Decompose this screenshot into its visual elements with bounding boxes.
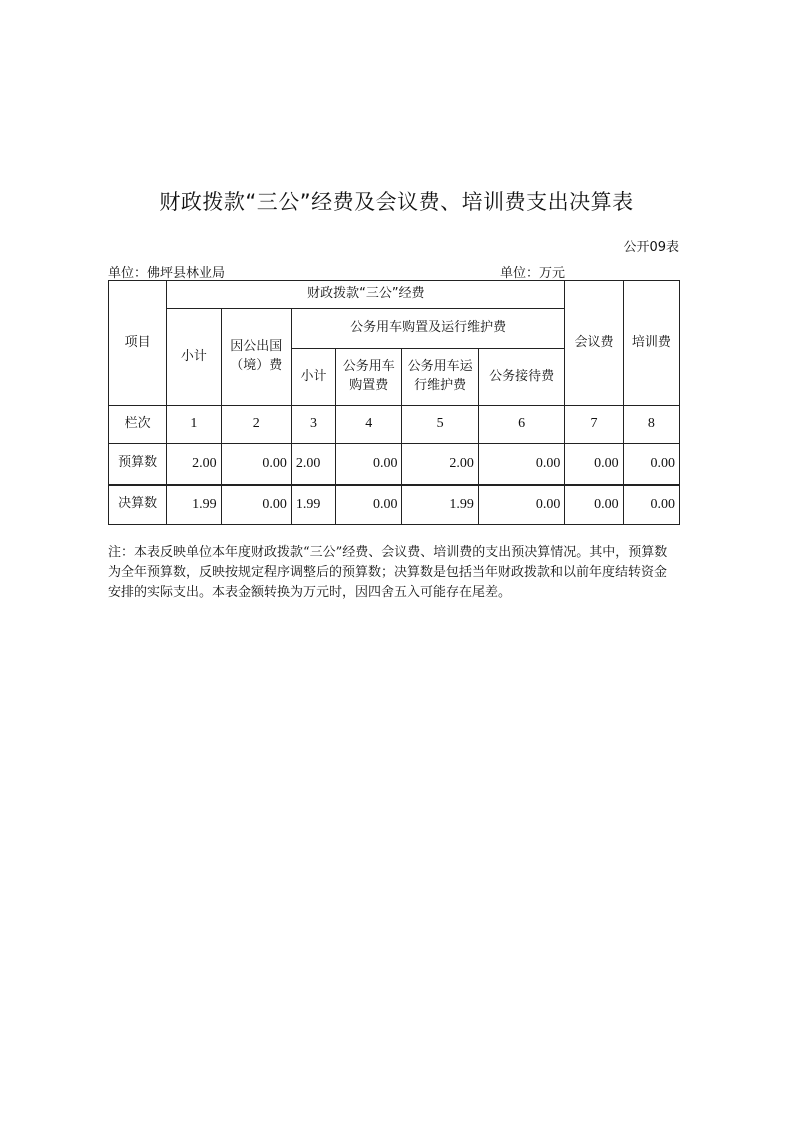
actual-vehicle-operation: 1.99 bbox=[402, 485, 478, 525]
actual-meeting: 0.00 bbox=[565, 485, 623, 525]
header-vehicle-subtotal: 小计 bbox=[291, 349, 335, 406]
index-col-6: 6 bbox=[478, 406, 564, 444]
header-item: 项目 bbox=[109, 281, 167, 406]
header-sangong: 财政拨款“三公”经费 bbox=[167, 281, 565, 309]
index-col-1: 1 bbox=[167, 406, 221, 444]
index-col-5: 5 bbox=[402, 406, 478, 444]
index-col-4: 4 bbox=[336, 406, 402, 444]
header-vehicle-operation: 公务用车运行维护费 bbox=[402, 349, 478, 406]
actual-training: 0.00 bbox=[623, 485, 679, 525]
budget-vehicle-purchase: 0.00 bbox=[336, 444, 402, 485]
actual-vehicle-purchase: 0.00 bbox=[336, 485, 402, 525]
index-col-3: 3 bbox=[291, 406, 335, 444]
table-row bbox=[109, 444, 680, 485]
header-training: 培训费 bbox=[623, 281, 679, 406]
budget-vehicle-subtotal: 2.00 bbox=[291, 444, 335, 485]
actual-reception: 0.00 bbox=[478, 485, 564, 525]
table-row bbox=[109, 485, 680, 525]
row-label-actual: 决算数 bbox=[109, 485, 167, 525]
budget-training: 0.00 bbox=[623, 444, 679, 485]
header-vehicle-purchase: 公务用车购置费 bbox=[336, 349, 402, 406]
header-vehicle-group: 公务用车购置及运行维护费 bbox=[291, 309, 564, 349]
page-title: 财政拨款“三公”经费及会议费、培训费支出决算表 bbox=[159, 190, 634, 214]
index-col-8: 8 bbox=[623, 406, 679, 444]
expenditure-table bbox=[108, 280, 680, 525]
index-row-label: 栏次 bbox=[109, 406, 167, 444]
index-col-2: 2 bbox=[221, 406, 291, 444]
budget-vehicle-operation: 2.00 bbox=[402, 444, 478, 485]
actual-subtotal: 1.99 bbox=[167, 485, 221, 525]
organization-unit: 单位：佛坪县林业局 bbox=[108, 266, 226, 281]
budget-subtotal: 2.00 bbox=[167, 444, 221, 485]
actual-vehicle-subtotal: 1.99 bbox=[291, 485, 335, 525]
index-col-7: 7 bbox=[565, 406, 623, 444]
budget-reception: 0.00 bbox=[478, 444, 564, 485]
header-meeting: 会议费 bbox=[565, 281, 623, 406]
actual-abroad: 0.00 bbox=[221, 485, 291, 525]
row-label-budget: 预算数 bbox=[109, 444, 167, 485]
header-reception: 公务接待费 bbox=[478, 349, 564, 406]
form-number: 公开09表 bbox=[623, 240, 679, 255]
header-subtotal: 小计 bbox=[167, 309, 221, 406]
header-abroad: 因公出国（境）费 bbox=[221, 309, 291, 406]
budget-abroad: 0.00 bbox=[221, 444, 291, 485]
table-note: 注：本表反映单位本年度财政拨款“三公”经费、会议费、培训费的支出预决算情况。其中，预算数为全年预算数，反映按规定程序调整后的预算数；决算数是包括当年财政拨款和以前年度结转资金安排的实际支出。本表金额转换为万元时，因四舍五入可能存在尾差。 bbox=[108, 545, 668, 600]
budget-meeting: 0.00 bbox=[565, 444, 623, 485]
currency-unit: 单位：万元 bbox=[500, 266, 566, 281]
